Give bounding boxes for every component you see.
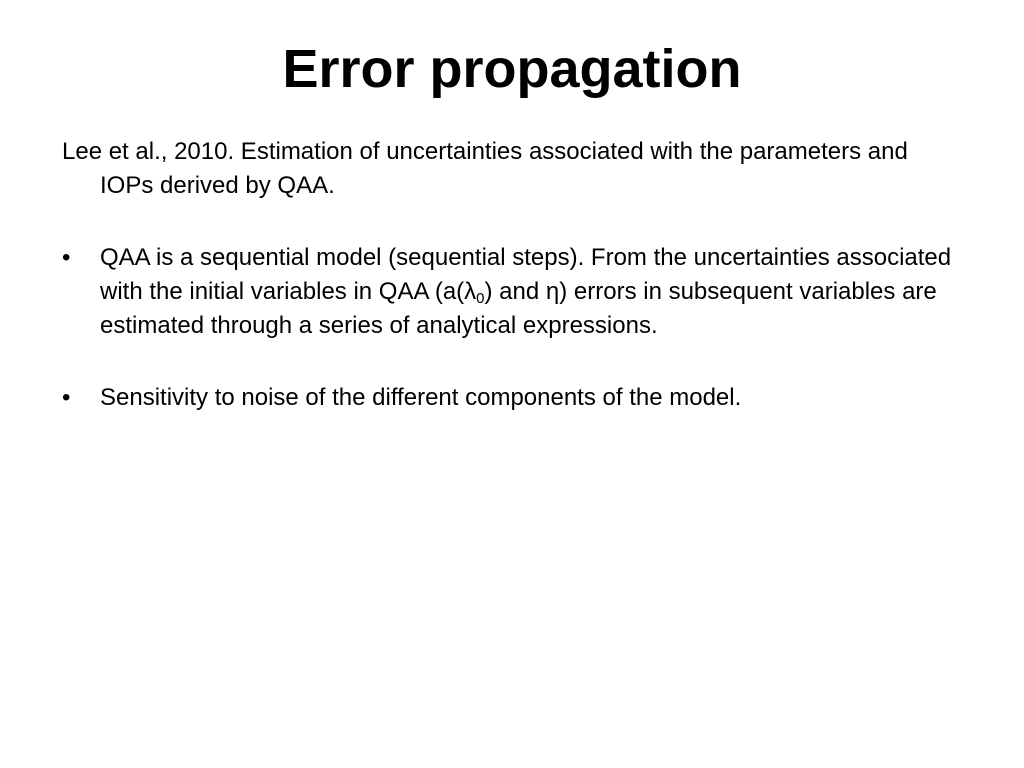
slide-body: [62, 135, 962, 453]
bullet-item-qaa: [62, 241, 962, 343]
bullet-marker: •: [62, 384, 71, 411]
bullet-text: [100, 244, 951, 339]
bullet-text-end: ) and η) errors in subsequent variables are estimated through a series of analytical expressions.: [100, 278, 937, 339]
bullet-text: Sensitivity to noise of the different components of the model.: [100, 384, 742, 411]
lambda-subscript: 0: [476, 290, 485, 307]
reference-paragraph: Lee et al., 2010. Estimation of uncertainties associated with the parameters and IOPs derived by QAA.: [62, 138, 908, 199]
bullet-marker: •: [62, 244, 71, 271]
bullet-item-sensitivity: [62, 381, 962, 415]
slide-title: Error propagation: [282, 39, 742, 99]
bullet-text-start: QAA is a sequential model (sequential steps). From the uncertainties associated with the initial variables in QAA (a(λ: [100, 244, 952, 305]
